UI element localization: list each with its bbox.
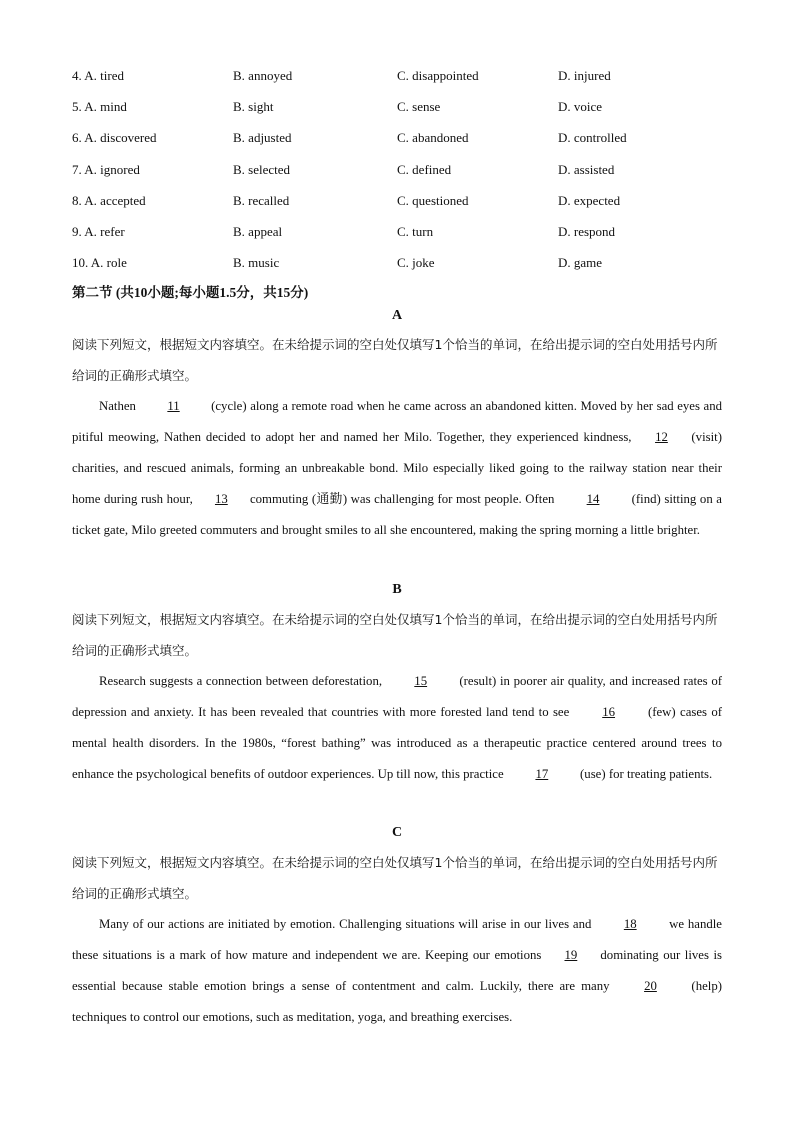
passage-a-letter: A [391,308,403,323]
passage-c-instruction: 阅读下列短文，根据短文内容填空。在未给提示词的空白处仅填写1个恰当的单词，在给出提示词的空白处用括号内所给词的正确形式填空。 [72,855,718,901]
option: B. annoyed [233,68,293,83]
option: C. abandoned [397,130,469,146]
option-grid [72,66,732,284]
blank-15[interactable]: 15 [414,674,428,688]
option: C. joke [397,255,435,271]
option-row-9 [72,222,732,253]
blank-17[interactable]: 17 [535,767,549,781]
option: 10. A. role [72,255,127,271]
option: B. music [233,255,280,271]
option-row-7 [72,160,732,191]
option: D. controlled [558,130,627,146]
passage-a-text: Nathen 11 (cycle) along a remote road when he came across an abandoned kitten. Moved by her sad eyes and pitiful meowing, Nathen decided to adopt her and named her Milo. Together, they experienced kindness, 12 (visit) charities, and rescued animals, forming an unbreakable bond. Milo especially liked going to the railway station near their home during rush hour, 13 commuting (通勤) was challenging for most people. Often 14 (find) sitting on a ticket gate, Milo greeted commuters and brought smiles to all she encountered, making the spring morning a little brighter. [72,391,722,546]
option: D. voice [558,99,603,115]
option-row-5 [72,97,732,128]
passage-b-letter: B [392,582,402,597]
option-row-6 [72,128,732,159]
option: C. disappointed [397,68,479,83]
option: B. selected [233,161,291,177]
section-title: 第二节 (共10小题;每小题1.5分，共15分) [72,285,309,300]
option: 9. A. refer [72,223,125,239]
option: C. sense [397,99,441,115]
passage-b-instruction: 阅读下列短文，根据短文内容填空。在未给提示词的空白处仅填写1个恰当的单词，在给出提示词的空白处用括号内所给词的正确形式填空。 [72,612,718,658]
option-row-8 [72,191,732,222]
blank-12[interactable]: 12 [655,430,668,444]
option: 4. A. tired [72,68,124,83]
option: 6. A. discovered [72,130,157,146]
option: D. expected [558,192,621,208]
option: 5. A. mind [72,99,127,115]
option: B. appeal [233,223,283,239]
option: B. recalled [233,192,290,208]
option: D. game [558,255,603,271]
option: C. turn [397,223,434,239]
option: B. adjusted [233,130,292,146]
passage-a-instruction: 阅读下列短文，根据短文内容填空。在未给提示词的空白处仅填写1个恰当的单词，在给出提示词的空白处用括号内所给词的正确形式填空。 [72,337,718,383]
option: 8. A. accepted [72,192,146,208]
option-row-10 [72,253,732,284]
blank-16[interactable]: 16 [602,705,616,719]
blank-11[interactable]: 11 [167,399,180,413]
blank-18[interactable]: 18 [623,917,637,931]
option: 7. A. ignored [72,161,140,177]
passage-c-text: Many of our actions are initiated by emotion. Challenging situations will arise in our lives and 18 we handle these situations is a mark of how mature and independent we are. Keeping our emotions 19 dominating our lives is essential because stable emotion brings a sense of contentment and calm. Luckily, there are many 20 (help) techniques to control our emotions, such as meditation, yoga, and breathing exercises. [72,909,722,1033]
option: C. questioned [397,192,469,208]
option: C. defined [397,161,452,177]
option-row-4 [72,66,732,97]
blank-20[interactable]: 20 [644,979,657,993]
passage-b-text: Research suggests a connection between deforestation, 15 (result) in poorer air quality, and increased rates of depression and anxiety. It has been revealed that countries with more forested land tend to see 16 (few) cases of mental health disorders. In the 1980s, “forest bathing” was introduced as a therapeutic practice centered around trees to enhance the psychological benefits of outdoor experiences. Up till now, this practice 17 (use) for treating patients. [72,666,722,790]
blank-19[interactable]: 19 [564,948,578,962]
option: D. assisted [558,161,615,177]
option: B. sight [233,99,274,115]
option: D. injured [558,68,611,83]
option: D. respond [558,223,616,239]
passage-c-letter: C [391,825,403,840]
blank-13[interactable]: 13 [214,492,228,506]
blank-14[interactable]: 14 [586,492,600,506]
